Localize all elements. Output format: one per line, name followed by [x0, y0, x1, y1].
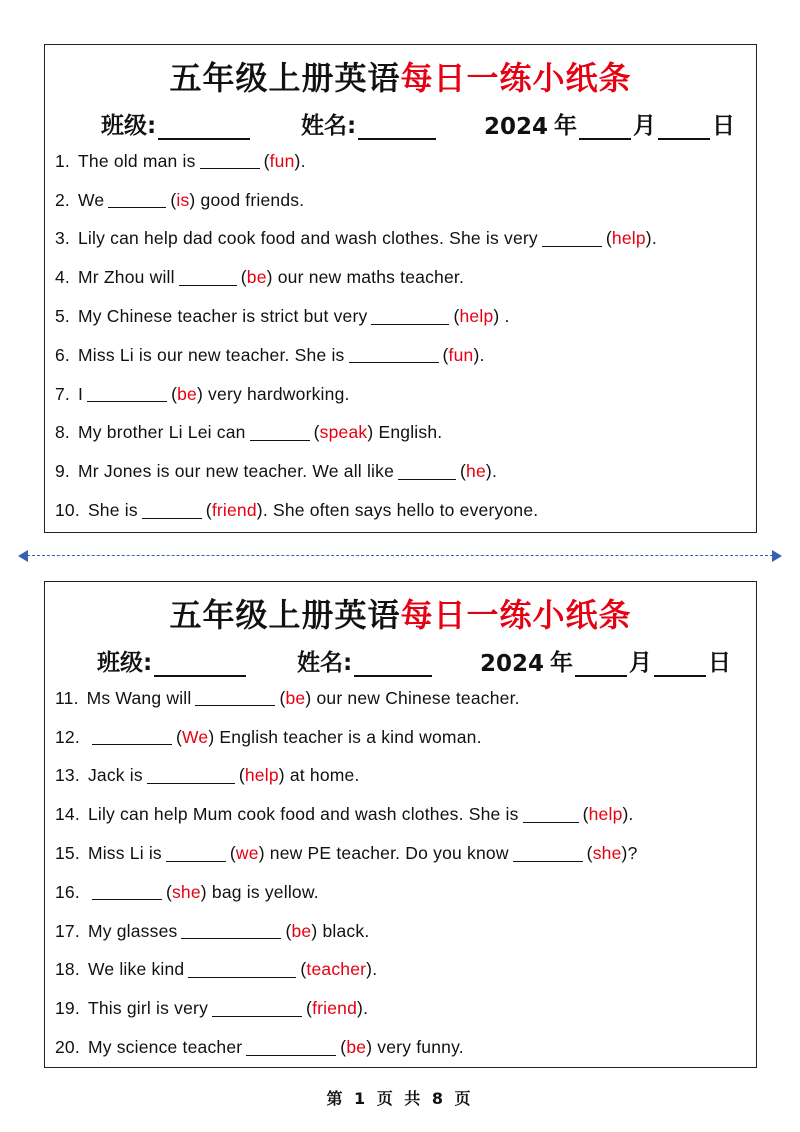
- hint-paren-close: ): [208, 726, 215, 747]
- exercise-item: [55, 414, 750, 453]
- exercise-text: Mr Zhou will: [78, 267, 175, 288]
- hint-paren-close: ): [266, 267, 273, 288]
- hint-paren-open: (: [306, 998, 313, 1019]
- exercise-item: [55, 989, 750, 1028]
- hint-word: is: [176, 189, 190, 210]
- exercise-text: I: [78, 383, 84, 404]
- hint-paren-close: ): [493, 306, 500, 327]
- exercise-text: .: [651, 228, 657, 249]
- hint-word: help: [588, 804, 623, 825]
- hint-word: be: [346, 1037, 367, 1058]
- exercise-text: .: [300, 150, 306, 171]
- exercise-text: very funny.: [372, 1037, 464, 1058]
- hint-paren-open: (: [263, 150, 270, 171]
- exercise-text: new PE teacher. Do you know: [264, 843, 509, 864]
- exercise-number: 4.: [55, 267, 70, 288]
- exercise-item: [55, 220, 750, 259]
- hint-paren-close: ): [367, 422, 374, 443]
- hint-paren-close: ): [278, 765, 285, 786]
- hint-paren-open: (: [453, 306, 460, 327]
- year-value: 2024: [480, 651, 545, 677]
- hint-word: be: [291, 920, 312, 941]
- hint-paren-close: ): [200, 881, 207, 902]
- page-number: 第 1 页 共 8 页: [326, 1089, 474, 1108]
- answer-blank[interactable]: [398, 464, 456, 480]
- answer-blank[interactable]: [513, 846, 583, 862]
- exercise-number: 19.: [55, 998, 80, 1019]
- exercise-text: English teacher is a kind woman.: [214, 726, 482, 747]
- worksheet-title: [45, 53, 756, 99]
- hint-paren-close: ): [366, 1037, 373, 1058]
- exercise-text: She is: [87, 500, 138, 521]
- exercise-text: .: [372, 959, 378, 980]
- answer-blank[interactable]: [523, 807, 579, 823]
- hint-word: he: [466, 461, 486, 482]
- hint-paren-open: (: [582, 804, 589, 825]
- hint-paren-close: ): [645, 228, 652, 249]
- worksheet-title: [45, 590, 756, 636]
- dashed-divider: [22, 555, 778, 557]
- exercise-list-2: [55, 679, 750, 1067]
- answer-blank[interactable]: [371, 309, 449, 325]
- exercise-text: black.: [317, 920, 370, 941]
- answer-blank[interactable]: [147, 768, 235, 784]
- hint-word: be: [177, 383, 197, 404]
- answer-blank[interactable]: [250, 425, 310, 441]
- exercise-item: [55, 452, 750, 491]
- exercise-number: 14.: [55, 804, 80, 825]
- worksheet-card-1: [44, 44, 757, 533]
- exercise-text: My Chinese teacher is strict but very: [78, 306, 368, 327]
- exercise-text: We like kind: [87, 959, 185, 980]
- exercise-item: [55, 375, 750, 414]
- hint-paren-open: (: [279, 687, 286, 708]
- exercise-item: [55, 297, 750, 336]
- exercise-number: 7.: [55, 383, 70, 404]
- exercise-text: This girl is very: [87, 998, 209, 1019]
- answer-blank[interactable]: [181, 923, 281, 939]
- exercise-text: We: [78, 189, 105, 210]
- class-blank[interactable]: [154, 653, 246, 677]
- exercise-text: Miss Li is: [87, 843, 162, 864]
- answer-blank[interactable]: [212, 1001, 302, 1017]
- hint-word: fun: [448, 344, 474, 365]
- hint-word: help: [459, 306, 494, 327]
- day-char: 日: [712, 113, 736, 139]
- exercise-number: 5.: [55, 306, 70, 327]
- student-info-line: [97, 644, 736, 677]
- hint-paren-close: ): [305, 687, 312, 708]
- exercise-item: [55, 951, 750, 990]
- worksheet-card-2: [44, 581, 757, 1068]
- hint-paren-open: (: [313, 422, 320, 443]
- title-red-part: 每日一练小纸条: [400, 596, 632, 634]
- answer-blank[interactable]: [188, 962, 296, 978]
- answer-blank[interactable]: [87, 386, 167, 402]
- exercise-item: [55, 757, 750, 796]
- day-char: 日: [708, 650, 732, 676]
- answer-blank[interactable]: [246, 1040, 336, 1056]
- hint-word: help: [611, 228, 646, 249]
- hint-paren-close: ): [256, 500, 263, 521]
- year-value: 2024: [484, 114, 549, 140]
- hint-word: We: [181, 726, 209, 747]
- answer-blank[interactable]: [542, 231, 602, 247]
- hint-word: she: [592, 843, 622, 864]
- title-black-part: 五年级上册英语: [169, 59, 401, 97]
- hint-paren-open: (: [175, 726, 182, 747]
- year-char: 年: [554, 113, 578, 139]
- answer-blank[interactable]: [349, 347, 439, 363]
- class-label: 班级:: [101, 113, 157, 139]
- hint-paren-close: ): [357, 998, 364, 1019]
- day-blank[interactable]: [658, 116, 710, 140]
- exercise-text: our new Chinese teacher.: [311, 687, 520, 708]
- hint-paren-open: (: [460, 461, 467, 482]
- exercise-item: [55, 834, 750, 873]
- hint-word: she: [171, 881, 201, 902]
- exercise-number: 6.: [55, 344, 70, 365]
- exercise-number: 20.: [55, 1037, 80, 1058]
- answer-blank[interactable]: [195, 690, 275, 706]
- exercise-item: [55, 912, 750, 951]
- hint-paren-close: ): [311, 920, 318, 941]
- answer-blank[interactable]: [166, 846, 226, 862]
- exercise-number: 17.: [55, 920, 80, 941]
- exercise-item: [55, 1028, 750, 1067]
- exercise-text: good friends.: [195, 189, 305, 210]
- title-black-part: 五年级上册英语: [169, 596, 401, 634]
- exercise-text: My brother Li Lei can: [78, 422, 246, 443]
- name-label: 姓名:: [301, 113, 357, 139]
- hint-word: be: [246, 267, 267, 288]
- exercise-text: bag is yellow.: [206, 881, 319, 902]
- exercise-list-1: [55, 142, 750, 530]
- month-char: 月: [629, 650, 653, 676]
- hint-paren-close: ): [366, 959, 373, 980]
- arrow-right-icon: [772, 550, 782, 562]
- year-char: 年: [550, 650, 574, 676]
- hint-paren-open: (: [340, 1037, 347, 1058]
- hint-word: teacher: [306, 959, 367, 980]
- hint-paren-open: (: [170, 189, 177, 210]
- hint-paren-open: (: [205, 500, 212, 521]
- exercise-text: at home.: [284, 765, 360, 786]
- exercise-text: ?: [627, 843, 638, 864]
- exercise-number: 2.: [55, 189, 70, 210]
- month-blank[interactable]: [575, 653, 627, 677]
- hint-paren-open: (: [605, 228, 612, 249]
- exercise-number: 10.: [55, 500, 80, 521]
- exercise-text: Jack is: [87, 765, 143, 786]
- exercise-text: .: [628, 804, 634, 825]
- name-blank[interactable]: [358, 116, 436, 140]
- hint-paren-close: ): [189, 189, 196, 210]
- exercise-text: The old man is: [78, 150, 196, 171]
- hint-paren-close: ): [621, 843, 628, 864]
- hint-paren-close: ): [258, 843, 265, 864]
- exercise-number: 12.: [55, 726, 80, 747]
- exercise-text: English.: [373, 422, 443, 443]
- exercise-text: .: [499, 306, 510, 327]
- exercise-text: our new maths teacher.: [272, 267, 465, 288]
- hint-paren-open: (: [586, 843, 593, 864]
- month-char: 月: [633, 113, 657, 139]
- exercise-text: very hardworking.: [203, 383, 350, 404]
- hint-paren-open: (: [442, 344, 449, 365]
- exercise-text: .: [491, 461, 498, 482]
- hint-paren-close: ): [294, 150, 301, 171]
- exercise-item: [55, 718, 750, 757]
- month-blank[interactable]: [579, 116, 631, 140]
- hint-word: we: [235, 843, 259, 864]
- hint-paren-open: (: [171, 383, 178, 404]
- exercise-item: [55, 258, 750, 297]
- exercise-number: 15.: [55, 843, 80, 864]
- exercise-text: Miss Li is our new teacher. She is: [78, 344, 345, 365]
- hint-paren-open: (: [165, 881, 172, 902]
- exercise-text: My science teacher: [87, 1037, 243, 1058]
- answer-blank[interactable]: [179, 270, 237, 286]
- exercise-item: [55, 679, 750, 718]
- exercise-number: 13.: [55, 765, 80, 786]
- exercise-number: 3.: [55, 228, 70, 249]
- hint-word: friend: [312, 998, 358, 1019]
- answer-blank[interactable]: [142, 503, 202, 519]
- hint-paren-open: (: [285, 920, 292, 941]
- title-red-part: 每日一练小纸条: [400, 59, 632, 97]
- exercise-item: [55, 181, 750, 220]
- name-label: 姓名:: [297, 650, 353, 676]
- exercise-item: [55, 142, 750, 181]
- answer-blank[interactable]: [92, 884, 162, 900]
- class-blank[interactable]: [158, 116, 250, 140]
- student-info-line: [101, 107, 736, 140]
- exercise-text: Lily can help dad cook food and wash clothes. She is very: [78, 228, 538, 249]
- exercise-text: Lily can help Mum cook food and wash clothes. She is: [87, 804, 519, 825]
- answer-blank[interactable]: [200, 153, 260, 169]
- hint-word: speak: [319, 422, 368, 443]
- answer-blank[interactable]: [108, 192, 166, 208]
- exercise-item: [55, 795, 750, 834]
- exercise-number: 18.: [55, 959, 80, 980]
- class-label: 班级:: [97, 650, 153, 676]
- hint-word: be: [285, 687, 306, 708]
- hint-paren-open: (: [238, 765, 245, 786]
- exercise-text: . She often says hello to everyone.: [262, 500, 539, 521]
- exercise-item: [55, 491, 750, 530]
- hint-word: help: [244, 765, 279, 786]
- exercise-item: [55, 336, 750, 375]
- exercise-text: Mr Jones is our new teacher. We all like: [78, 461, 395, 482]
- hint-paren-open: (: [240, 267, 247, 288]
- hint-word: fun: [269, 150, 295, 171]
- exercise-number: 16.: [55, 881, 80, 902]
- answer-blank[interactable]: [92, 729, 172, 745]
- name-blank[interactable]: [354, 653, 432, 677]
- hint-paren-close: ): [473, 344, 480, 365]
- exercise-number: 9.: [55, 461, 70, 482]
- exercise-number: 8.: [55, 422, 70, 443]
- day-blank[interactable]: [654, 653, 706, 677]
- exercise-text: My glasses: [87, 920, 178, 941]
- hint-paren-open: (: [229, 843, 236, 864]
- exercise-text: .: [479, 344, 485, 365]
- exercise-text: .: [363, 998, 369, 1019]
- exercise-text: Ms Wang will: [86, 687, 192, 708]
- hint-paren-close: ): [196, 383, 203, 404]
- exercise-number: 11.: [55, 687, 79, 708]
- exercise-number: 1.: [55, 150, 70, 171]
- hint-paren-close: ): [485, 461, 492, 482]
- hint-paren-close: ): [622, 804, 629, 825]
- hint-word: friend: [211, 500, 257, 521]
- exercise-item: [55, 873, 750, 912]
- hint-paren-open: (: [300, 959, 307, 980]
